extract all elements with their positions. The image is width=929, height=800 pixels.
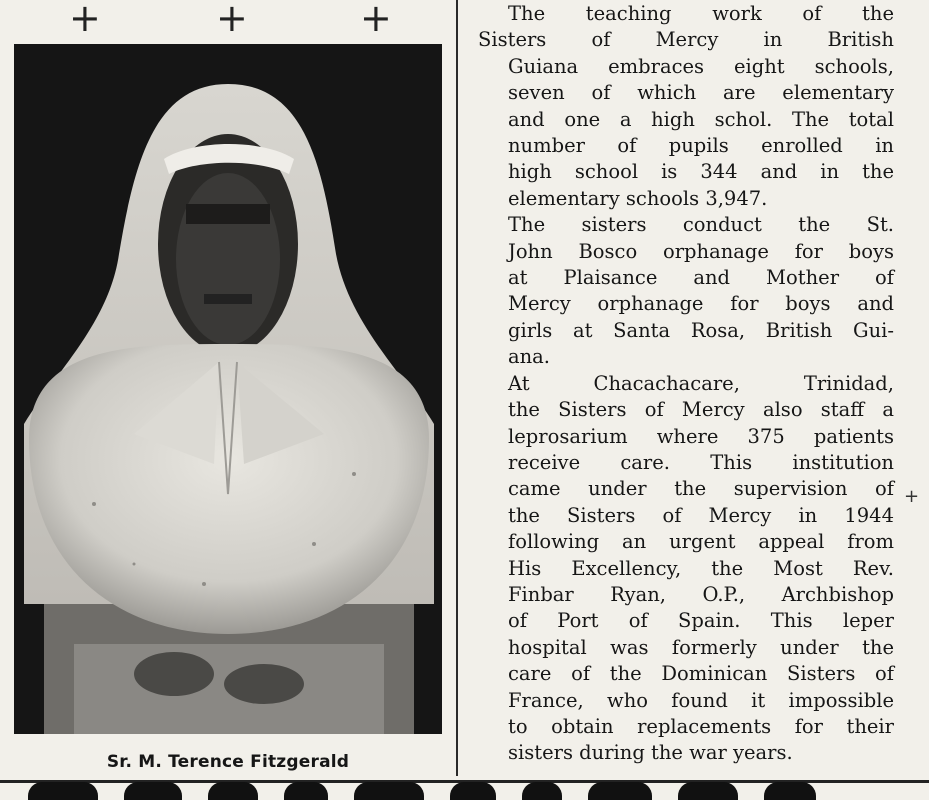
text-line: girls at Santa Rosa, British Gui-	[508, 318, 894, 342]
photo-caption: Sr. M. Terence Fitzgerald	[106, 752, 350, 772]
text-line: Mercy orphanage for boys and	[508, 292, 894, 316]
cross-ornament: +	[69, 0, 101, 40]
text-line: seven of which are elementary	[508, 81, 894, 105]
text-line: number of pupils enrolled in	[508, 134, 894, 158]
text-line: elementary schools 3,947.	[508, 186, 768, 210]
text-line: sisters during the war years.	[508, 741, 793, 765]
text-line: came under the supervision of	[508, 477, 894, 501]
text-line: His Excellency, the Most Rev.	[508, 556, 894, 580]
cross-ornament: +	[360, 0, 392, 40]
text-line: high school is 344 and in the	[508, 160, 894, 184]
text-line: to obtain replacements for their	[508, 714, 894, 738]
margin-mark: +	[904, 486, 920, 507]
text-line: hospital was formerly under the	[508, 635, 894, 659]
text-line: Guiana embraces eight schools,	[508, 54, 894, 78]
column-rule	[456, 0, 458, 776]
next-headline-cropped	[28, 782, 928, 800]
article-paragraph	[478, 1, 894, 212]
article-paragraph	[478, 371, 894, 767]
article-paragraph	[478, 212, 894, 370]
text-line: of Port of Spain. This leper	[508, 609, 894, 633]
text-line: leprosarium where 375 patients	[508, 424, 894, 448]
text-line: The sisters conduct the St.	[508, 213, 894, 237]
text-line: the Sisters of Mercy in 1944	[508, 503, 894, 527]
text-line: at Plaisance and Mother of	[508, 266, 894, 290]
text-line: At Chacachacare, Trinidad,	[508, 371, 894, 395]
text-line: care of the Dominican Sisters of	[508, 662, 894, 686]
text-line: ana.	[508, 345, 551, 369]
text-line: France, who found it impossible	[508, 688, 894, 712]
portrait-photo	[14, 44, 442, 734]
text-line: following an urgent appeal from	[508, 530, 894, 554]
text-line: The teaching work of the	[508, 2, 894, 25]
text-line: the Sisters of Mercy also staff a	[508, 398, 894, 422]
text-line: Sisters of Mercy in British	[478, 28, 894, 52]
text-line: John Bosco orphanage for boys	[508, 239, 894, 263]
cross-ornament: +	[216, 0, 248, 40]
nun-portrait-image	[14, 44, 442, 734]
text-line: and one a high schol. The total	[508, 107, 894, 131]
article-body	[478, 1, 894, 767]
text-line: Finbar Ryan, O.P., Archbishop	[508, 582, 894, 606]
text-line: receive care. This institution	[508, 450, 894, 474]
